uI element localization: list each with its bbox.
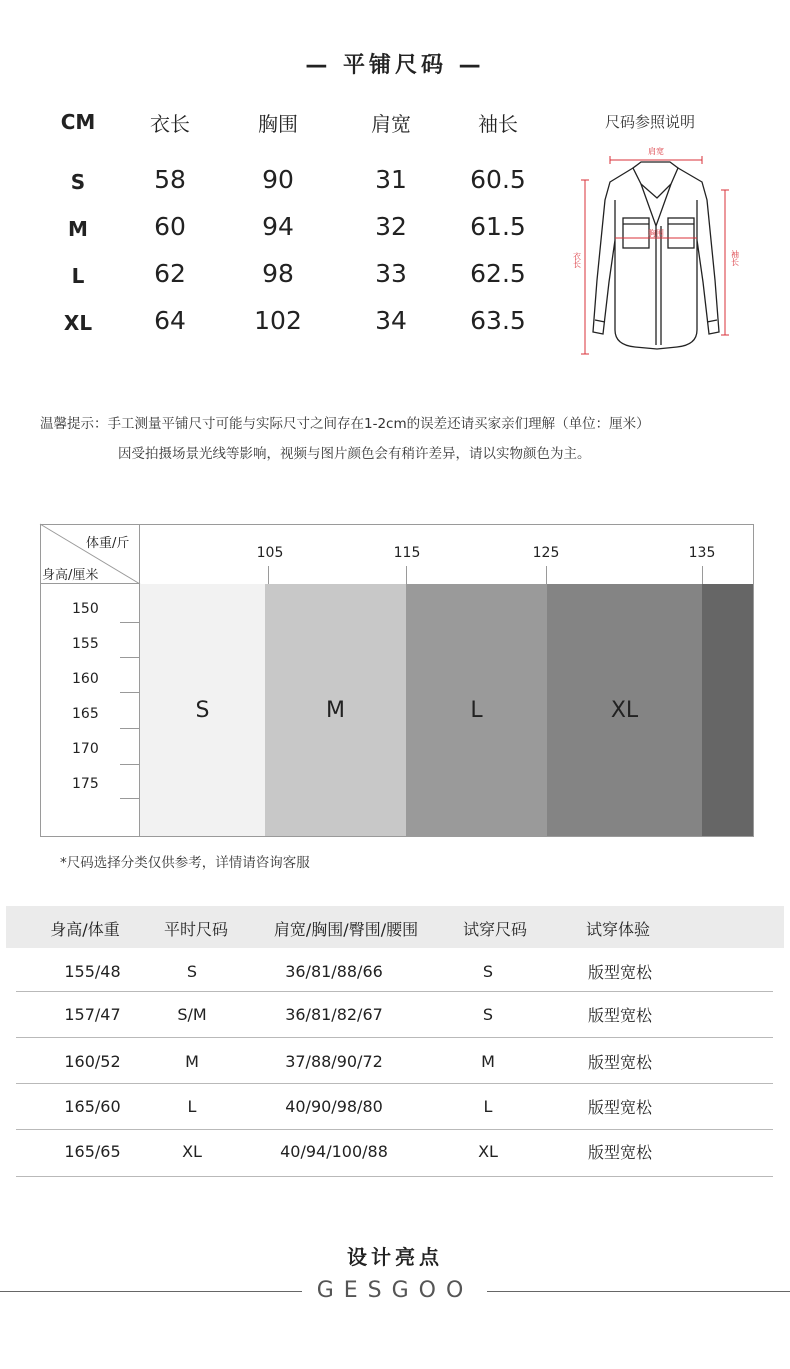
size-value: 63.5 — [470, 306, 526, 335]
tryon-cell: 155/48 — [64, 962, 121, 981]
tryon-cell: M — [185, 1052, 199, 1071]
tryon-header-height-weight: 身高/体重 — [50, 920, 120, 939]
tryon-header-usual-size: 平时尺码 — [163, 920, 228, 939]
size-value: 60 — [154, 212, 186, 241]
height-label: 175 — [72, 776, 99, 792]
height-label: 155 — [72, 636, 99, 652]
size-value: 34 — [375, 306, 407, 335]
size-table-header-length: 衣长 — [150, 112, 190, 136]
size-table-header-chest: 胸围 — [258, 112, 298, 136]
brand-divider-right — [487, 1291, 790, 1292]
size-band-extra — [702, 584, 753, 836]
tryon-cell: XL — [182, 1142, 202, 1161]
design-highlights-title: 设计亮点 — [347, 1245, 443, 1269]
size-value: 33 — [375, 259, 407, 288]
tryon-cell: 36/81/82/67 — [285, 1005, 383, 1024]
size-band-s — [140, 584, 265, 836]
tryon-cell: S — [482, 1005, 494, 1024]
row-divider — [16, 1037, 773, 1038]
row-divider — [16, 1129, 773, 1130]
tryon-cell: 36/81/88/66 — [285, 962, 383, 981]
height-label: 150 — [72, 601, 99, 617]
height-label: 160 — [72, 671, 99, 687]
size-label: M — [68, 217, 88, 241]
diagram-label-sleeve: 袖长 — [730, 250, 740, 266]
weight-tick-line — [268, 566, 269, 584]
tryon-header-measurements: 肩宽/胸围/臀围/腰围 — [273, 920, 419, 939]
tryon-cell: 165/60 — [64, 1097, 121, 1116]
height-tick-line — [120, 692, 139, 693]
height-tick-line — [120, 728, 139, 729]
header-height-label: 身高/厘米 — [42, 568, 99, 583]
size-value: 94 — [262, 212, 294, 241]
height-label: 165 — [72, 706, 99, 722]
tryon-cell: 40/94/100/88 — [280, 1142, 388, 1161]
diagram-label-length: 衣长 — [572, 252, 582, 268]
color-note: 因受拍摄场景光线等影响，视频与图片颜色会有稍许差异，请以实物颜色为主。 — [118, 446, 591, 462]
weight-tick: 125 — [532, 545, 560, 561]
size-value: 102 — [254, 306, 302, 335]
weight-tick-line — [406, 566, 407, 584]
weight-tick: 135 — [688, 545, 716, 561]
tryon-cell: 版型宽松 — [587, 963, 652, 982]
tryon-cell: 40/90/98/80 — [285, 1097, 383, 1116]
height-column — [40, 584, 140, 836]
size-label: L — [71, 264, 85, 288]
row-divider — [16, 991, 773, 992]
tryon-cell: S/M — [177, 1005, 207, 1024]
weight-tick: 115 — [393, 545, 421, 561]
size-value: 62 — [154, 259, 186, 288]
weight-tick-line — [702, 566, 703, 584]
size-band-m — [265, 584, 406, 836]
tryon-cell: 157/47 — [64, 1005, 121, 1024]
height-tick-line — [120, 764, 139, 765]
weight-tick-line — [546, 566, 547, 584]
size-label: XL — [63, 311, 93, 335]
tryon-cell: 160/52 — [64, 1052, 121, 1071]
height-label: 170 — [72, 741, 99, 757]
size-band-label: L — [470, 697, 483, 723]
size-band-label: M — [326, 697, 345, 723]
tryon-cell: L — [187, 1097, 197, 1116]
size-table-header-shoulder: 肩宽 — [371, 112, 411, 136]
size-value: 60.5 — [470, 165, 526, 194]
height-tick-line — [120, 657, 139, 658]
diagram-title: 尺码参照说明 — [604, 113, 695, 131]
size-value: 61.5 — [470, 212, 526, 241]
height-tick-line — [120, 622, 139, 623]
size-value: 98 — [262, 259, 294, 288]
weight-tick: 105 — [256, 545, 284, 561]
header-weight-label: 体重/斤 — [86, 536, 130, 551]
size-value: 62.5 — [470, 259, 526, 288]
tryon-header-tried-size: 试穿尺码 — [462, 920, 527, 939]
size-value: 32 — [375, 212, 407, 241]
tryon-cell: 37/88/90/72 — [285, 1052, 383, 1071]
tryon-cell: M — [481, 1052, 495, 1071]
section-title: — 平铺尺码 — — [305, 53, 485, 78]
brand-name: GESGOO — [316, 1278, 474, 1303]
shirt-measurement-diagram — [572, 140, 745, 365]
tryon-cell: S — [482, 962, 494, 981]
row-divider — [16, 1176, 773, 1177]
tryon-cell: 版型宽松 — [587, 1143, 652, 1162]
tryon-cell: 165/65 — [64, 1142, 121, 1161]
tryon-header-experience: 试穿体验 — [585, 920, 650, 939]
chart-header-cell — [40, 524, 140, 584]
row-divider — [16, 1083, 773, 1084]
measurement-note: 温馨提示：手工测量平铺尺寸可能与实际尺寸之间存在1-2cm的误差还请买家亲们理解（单位：厘米） — [40, 416, 650, 432]
size-band-xl — [547, 584, 702, 836]
diagram-label-shoulder: 肩宽 — [648, 147, 664, 156]
tryon-cell: XL — [478, 1142, 498, 1161]
size-band-label: S — [195, 697, 210, 723]
tryon-cell: L — [483, 1097, 493, 1116]
size-band-label: XL — [610, 697, 639, 723]
height-tick-line — [120, 798, 139, 799]
size-value: 64 — [154, 306, 186, 335]
tryon-cell: 版型宽松 — [587, 1053, 652, 1072]
size-table-header-sleeve: 袖长 — [478, 112, 518, 136]
size-value: 90 — [262, 165, 294, 194]
shirt-icon — [572, 140, 745, 365]
tryon-cell: S — [186, 962, 198, 981]
tryon-cell: 版型宽松 — [587, 1006, 652, 1025]
size-band-l — [406, 584, 547, 836]
chart-footnote: *尺码选择分类仅供参考，详情请咨询客服 — [60, 855, 310, 871]
size-table-header-cm: CM — [60, 110, 96, 134]
size-value: 31 — [375, 165, 407, 194]
tryon-cell: 版型宽松 — [587, 1098, 652, 1117]
diagram-label-chest: 胸围 — [648, 229, 664, 238]
size-value: 58 — [154, 165, 186, 194]
size-label: S — [70, 170, 86, 194]
